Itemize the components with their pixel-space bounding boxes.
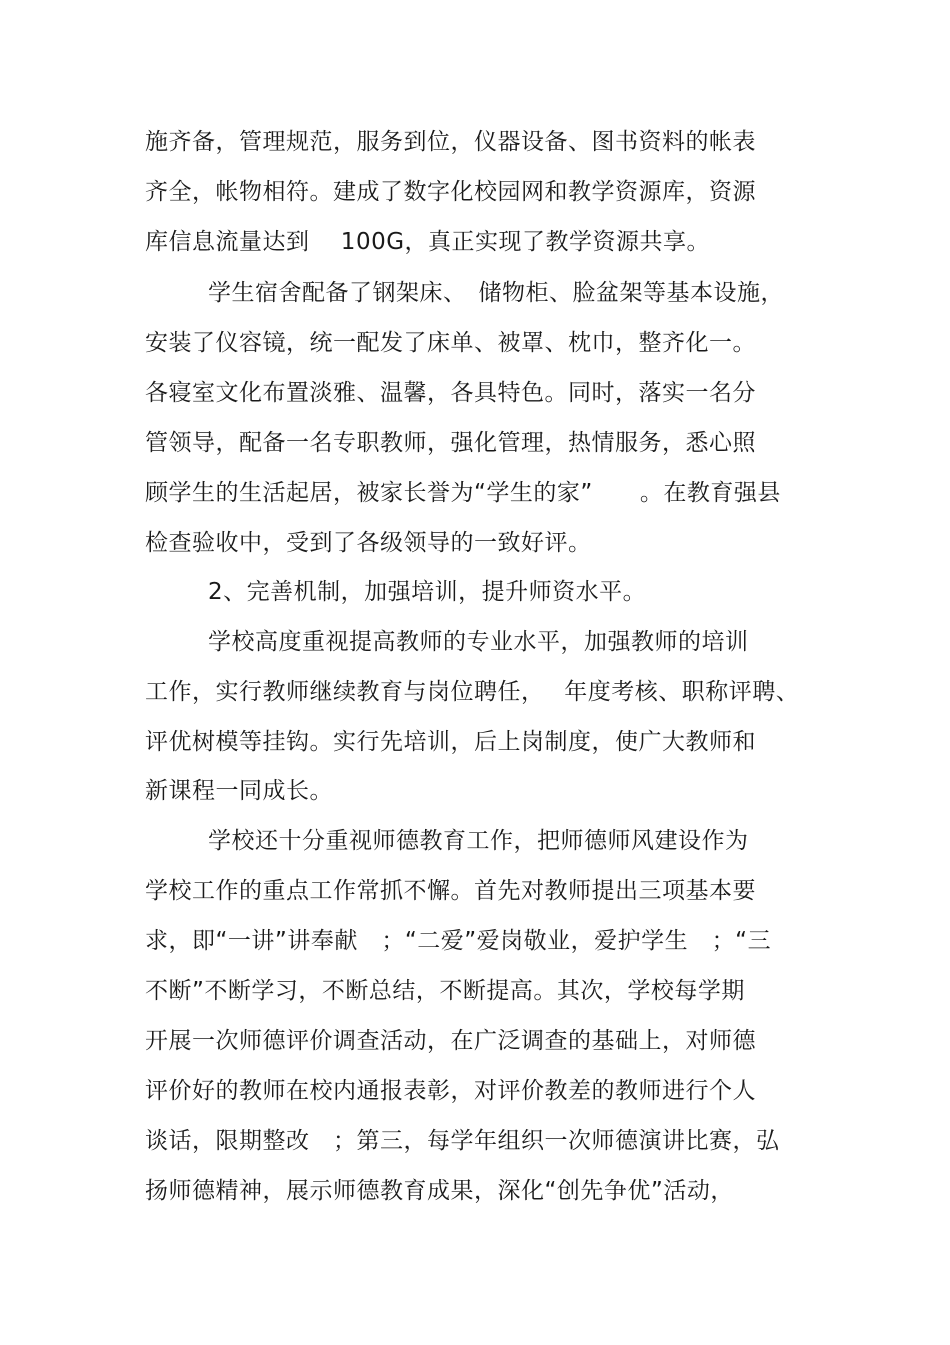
text-line: 扬师德精神，展示师德教育成果，深化“创先争优”活动， (145, 1178, 734, 1204)
text-line: 工作，实行教师继续教育与岗位聘任， 年度考核、职称评聘、 (145, 679, 800, 705)
text-line: 谈话，限期整改 ；第三，每学年组织一次师德演讲比赛，弘 (145, 1128, 780, 1154)
text-line: 顾学生的生活起居，被家长誉为“学生的家” 。在教育强县 (145, 480, 781, 506)
text-line: 各寝室文化布置淡雅、温馨，各具特色。同时，落实一名分 (145, 380, 756, 406)
text-line: 库信息流量达到 100G，真正实现了教学资源共享。 (145, 229, 711, 255)
text-line: 检查验收中，受到了各级领导的一致好评。 (145, 530, 592, 556)
text-line: 管领导，配备一名专职教师，强化管理，热情服务，悉心照 (145, 430, 756, 456)
text-line: 施齐备，管理规范，服务到位，仪器设备、图书资料的帐表 (145, 129, 756, 155)
text-line: 开展一次师德评价调查活动，在广泛调查的基础上，对师德 (145, 1028, 756, 1054)
text-line: 安装了仪容镜，统一配发了床单、被罩、枕巾，整齐化一。 (145, 330, 756, 356)
paragraph-start: 学校高度重视提高教师的专业水平，加强教师的培训 (208, 629, 749, 655)
section-heading: 2、完善机制，加强培训，提升师资水平。 (208, 579, 647, 605)
text-line: 齐全，帐物相符。建成了数字化校园网和教学资源库，资源 (145, 179, 756, 205)
text-line: 求，即“一讲”讲奉献 ；“二爱”爱岗敬业，爱护学生 ；“三 (145, 928, 772, 954)
text-line: 新课程一同成长。 (145, 778, 333, 804)
paragraph-start: 学生宿舍配备了钢架床、 储物柜、脸盆架等基本设施， (208, 280, 784, 306)
text-line: 评优树模等挂钩。实行先培训，后上岗制度，使广大教师和 (145, 729, 756, 755)
text-line: 不断”不断学习，不断总结，不断提高。其次，学校每学期 (145, 978, 745, 1004)
paragraph-start: 学校还十分重视师德教育工作，把师德师风建设作为 (208, 828, 749, 854)
text-line: 评价好的教师在校内通报表彰，对评价教差的教师进行个人 (145, 1078, 756, 1104)
text-line: 学校工作的重点工作常抓不懈。首先对教师提出三项基本要 (145, 878, 756, 904)
